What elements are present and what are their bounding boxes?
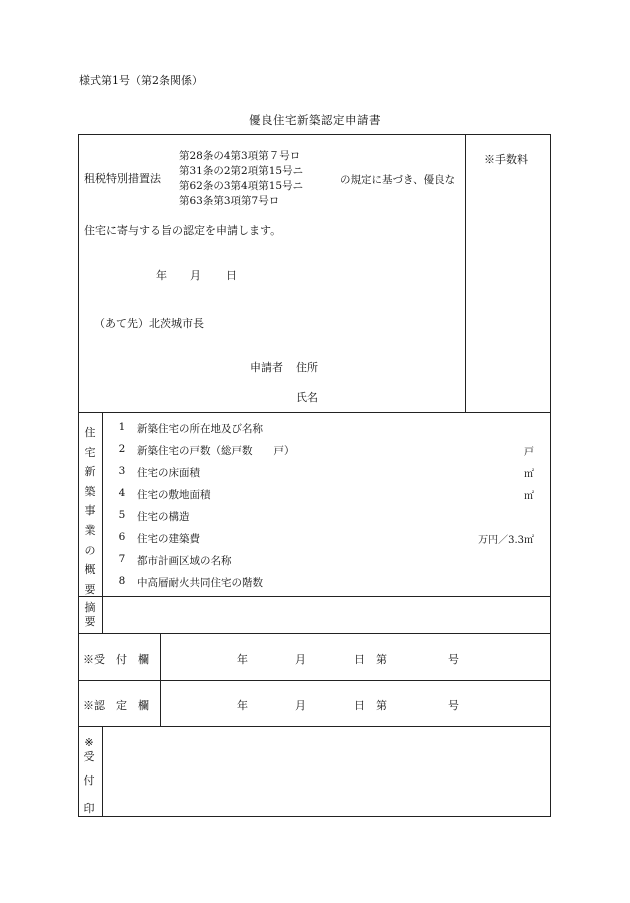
applicant-label: 申請者 <box>250 361 283 374</box>
stamp-side-label <box>82 736 96 818</box>
item-number: 1 <box>118 421 126 433</box>
summary-side-label <box>83 601 97 629</box>
law-name: 租税特別措置法 <box>84 172 161 185</box>
side-char: 要 <box>84 615 96 628</box>
certification-month: 月 <box>295 699 306 712</box>
law-article: 第31条の2第2項第15号ニ <box>179 165 304 177</box>
law-article: 第28条の4第3項第７号ロ <box>179 150 301 162</box>
reception-number-prefix: 第 <box>376 653 387 666</box>
item-unit: ㎡ <box>524 469 534 480</box>
reception-month: 月 <box>295 653 306 666</box>
date-year: 年 <box>156 269 167 282</box>
item-label: 中高層耐火共同住宅の階数 <box>137 577 263 589</box>
item-label: 住宅の構造 <box>137 511 190 523</box>
item-number: 2 <box>118 443 126 455</box>
overview-label-divider <box>102 412 103 633</box>
item-label: 住宅の敷地面積 <box>137 489 211 501</box>
item-label: 新築住宅の所在地及び名称 <box>137 423 263 435</box>
item-unit: ㎡ <box>524 491 534 502</box>
item-number: 7 <box>118 553 126 565</box>
page-title: 優良住宅新築認定申請書 <box>249 113 381 127</box>
item-unit: 万円／3.3㎡ <box>478 535 534 546</box>
side-char: 受 <box>83 750 95 763</box>
address-label: 住所 <box>296 361 318 374</box>
item-number: 6 <box>118 531 126 543</box>
item-number: 5 <box>118 509 126 521</box>
item-number: 3 <box>118 465 126 477</box>
certification-year: 年 <box>237 699 248 712</box>
name-label: 氏名 <box>296 391 318 404</box>
law-articles <box>179 149 303 209</box>
date-month: 月 <box>190 269 201 282</box>
item-number: 4 <box>118 487 126 499</box>
divider <box>78 726 551 727</box>
reception-year: 年 <box>237 653 248 666</box>
side-char: 築 <box>84 484 96 498</box>
side-char: の <box>84 543 96 557</box>
side-char: 住 <box>84 426 96 439</box>
reception-day: 日 <box>354 653 365 666</box>
side-char: 付 <box>83 774 95 787</box>
reception-label: ※受 付 欄 <box>83 653 149 666</box>
certification-label: ※認 定 欄 <box>83 699 149 712</box>
reception-label-divider <box>160 633 161 726</box>
side-char: 事 <box>84 504 96 518</box>
reception-number-suffix: 号 <box>448 653 459 666</box>
item-label: 都市計画区域の名称 <box>137 555 232 567</box>
item-number: 8 <box>118 575 126 587</box>
side-char: 概 <box>84 563 96 577</box>
certification-number-prefix: 第 <box>376 699 387 712</box>
item-label: 住宅の建築費 <box>137 533 200 545</box>
item-unit: 戸 <box>524 447 534 458</box>
side-char: 印 <box>83 802 95 815</box>
item-label: 新築住宅の戸数（総戸数 戸） <box>137 445 295 457</box>
divider <box>78 596 551 597</box>
divider <box>78 633 551 634</box>
law-article: 第62条の3第4項第15号ニ <box>179 180 304 192</box>
date-day: 日 <box>226 269 237 282</box>
fee-column-divider <box>465 134 466 412</box>
certification-day: 日 <box>354 699 365 712</box>
law-article: 第63条第3項第7号ロ <box>179 195 280 207</box>
item-label: 住宅の床面積 <box>137 467 200 479</box>
side-char: ※ <box>84 736 94 749</box>
law-suffix: の規定に基づき、優良な <box>340 174 456 186</box>
side-char: 新 <box>84 465 96 479</box>
divider <box>78 412 551 413</box>
side-char: 宅 <box>84 445 96 459</box>
request-text: 住宅に寄与する旨の認定を申請します。 <box>84 224 282 237</box>
stamp-label-divider <box>102 726 103 817</box>
fee-label: ※手数料 <box>484 153 528 166</box>
overview-side-label <box>83 423 97 599</box>
side-char: 要 <box>84 582 96 596</box>
addressee: （あて先）北茨城市長 <box>94 317 204 330</box>
divider <box>78 680 551 681</box>
side-char: 業 <box>84 523 96 537</box>
certification-number-suffix: 号 <box>448 699 459 712</box>
form-id: 様式第1号（第2条関係） <box>79 74 203 87</box>
side-char: 摘 <box>84 601 96 614</box>
